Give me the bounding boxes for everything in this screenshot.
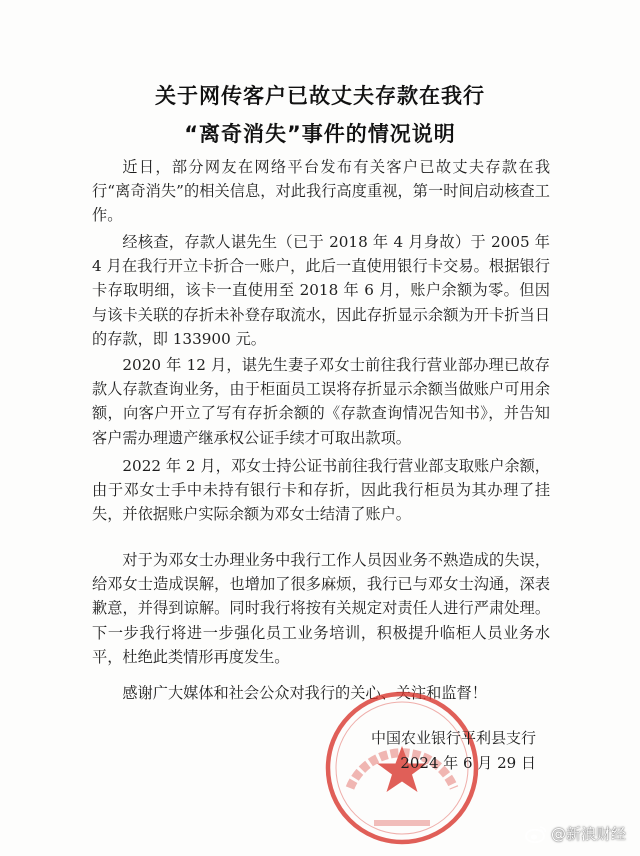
paragraph-1: 近日，部分网友在网络平台发布有关客户已故丈夫存款在我行“离奇消失”的相关信息，对此我行高度重视，第一时间启动核查工作。 bbox=[92, 158, 550, 225]
weibo-icon bbox=[525, 825, 547, 843]
document-title-line2: “离奇消失”事件的情况说明 bbox=[184, 122, 456, 146]
paragraph-5: 对于为邓女士办理业务中我行工作人员因业务不熟造成的失误，给邓女士造成误解，也增加了很多麻烦，我行已与邓女士沟通，深表歉意，并得到谅解。同时我行将按有关规定对责任人进行严肃处理。下一步我行将进一步强化员工业务培训，积极提升临柜人员业务水平，杜绝此类情形再度发生。 bbox=[92, 551, 550, 666]
watermark bbox=[525, 823, 626, 844]
signature-organization: 中国农业银行平利县支行 bbox=[370, 729, 536, 747]
paragraph-4: 2022 年 2 月，邓女士持公证书前往我行营业部支取账户余额，由于邓女士手中未持有银行卡和存折，因此我行柜员为其办理了挂失，并依据账户实际余额为邓女士结清了账户。 bbox=[92, 457, 550, 524]
paragraph-2: 经核查，存款人谌先生（已于 2018 年 4 月身故）于 2005 年 4 月在我行开立卡折合一账户，此后一直使用银行卡交易。根据银行卡存取明细，该卡一直使用至 2018 年 6 月，账户余额为零。但因与该卡关联的存折未补登存取流水，因此存折显示余额为开卡折当日的存款，即 133900 元。 bbox=[92, 233, 550, 348]
document-title-line1: 关于网传客户已故丈夫存款在我行 bbox=[155, 84, 485, 108]
signature-date: 2024 年 6 月 29 日 bbox=[400, 754, 536, 772]
watermark-text: @新浪财经 bbox=[550, 825, 626, 843]
paragraph-3: 2020 年 12 月，谌先生妻子邓女士前往我行营业部办理已故存款人存款查询业务，由于柜面员工误将存折显示余额当做账户可用余额，向客户开立了写有存折余额的《存款查询情况告知书》，并告知客户需办理遗产继承权公证手续才可取出款项。 bbox=[92, 356, 550, 447]
paragraph-6: 感谢广大媒体和社会公众对我行的关心、关注和监督！ bbox=[122, 684, 487, 702]
